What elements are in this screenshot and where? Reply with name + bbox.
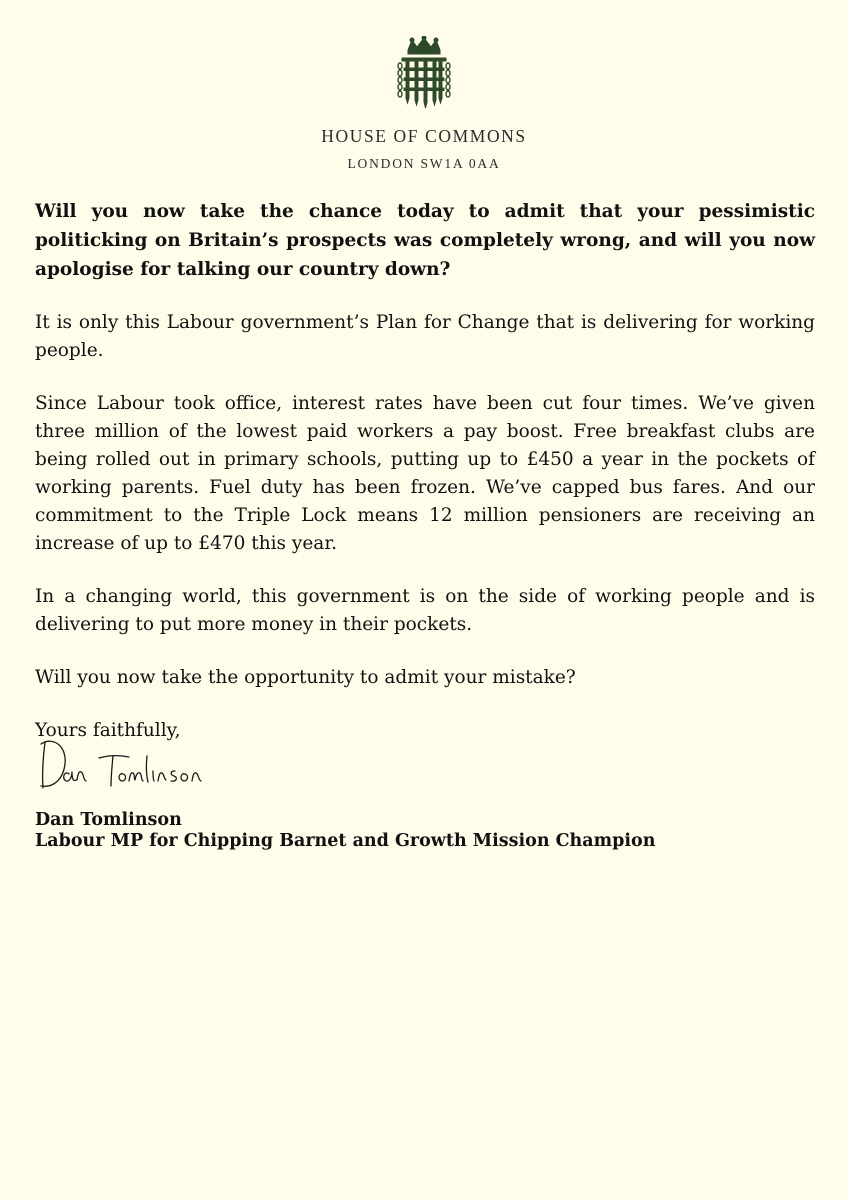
paragraph-4: Will you now take the opportunity to admit your mistake?: [35, 667, 576, 688]
paragraph-1: It is only this Labour government’s Plan for Change that is delivering for working people.: [35, 312, 815, 361]
paragraph-3: In a changing world, this government is on the side of working people and is delivering to put more money in their pockets.: [35, 586, 815, 635]
house-address: LONDON SW1A 0AA: [347, 156, 501, 171]
portcullis-icon: [396, 36, 452, 110]
signature-block: [35, 810, 655, 852]
letterhead: [0, 36, 848, 172]
house-name: HOUSE OF COMMONS: [321, 126, 527, 146]
signer-title: Labour MP for Chipping Barnet and Growth Mission Champion: [35, 831, 656, 851]
signer-name: Dan Tomlinson: [35, 810, 182, 830]
opening-question: Will you now take the chance today to admit that your pessimistic politicking on Britain’s prospects was completely wrong, and will you now apologise for talking our country down?: [35, 201, 815, 280]
closing: Yours faithfully,: [35, 720, 181, 741]
paragraph-2: Since Labour took office, interest rates have been cut four times. We’ve given three million of the lowest paid workers a pay boost. Free breakfast clubs are being rolled out in primary schools, putting up to £450 a year in the pockets of working parents. Fuel duty has been frozen. We’ve capped bus fares. And our commitment to the Triple Lock means 12 million pensioners are receiving an increase of up to £470 this year.: [35, 393, 815, 554]
handwritten-signature: [33, 728, 223, 798]
letter-body: [35, 197, 815, 770]
